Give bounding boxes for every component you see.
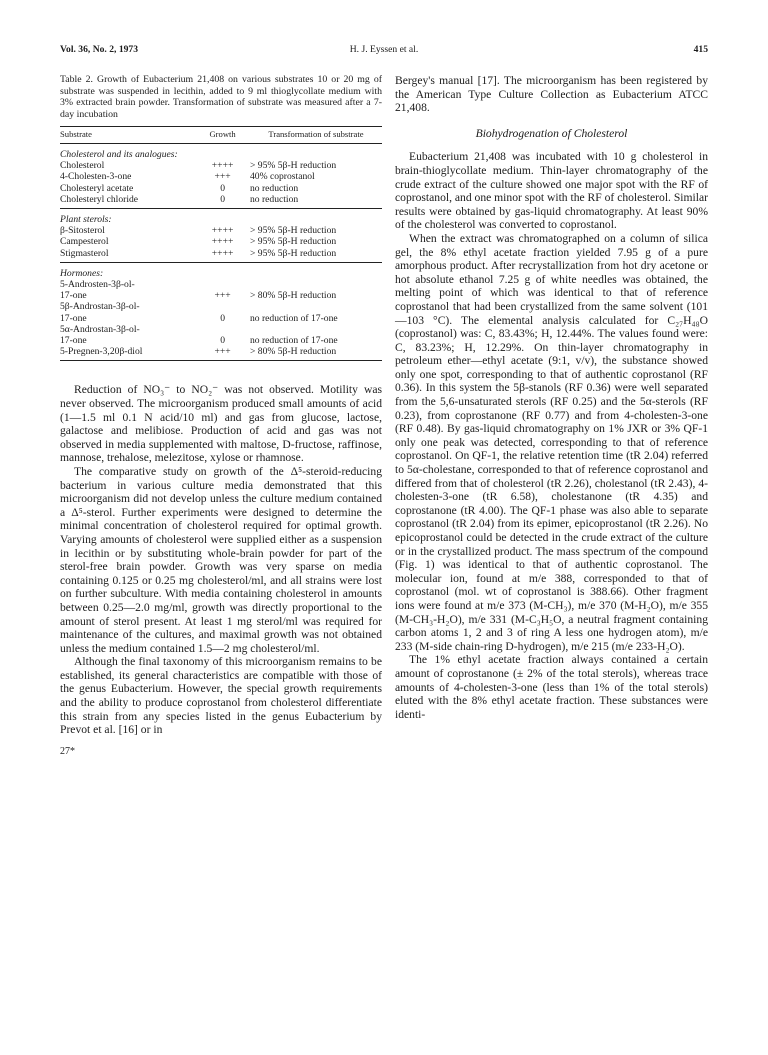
table-cell-transformation: no reduction <box>249 193 299 205</box>
right-paragraph-1: Eubacterium 21,408 was incubated with 10 g cholesterol in brain-thioglycollate medium. Thin-layer chromatography of the crude extract of the culture showed one major spot with the RF of coprostanol, and one minor spot with the RF of cholesterol. Similar results were obtained by gas-liquid chromatography. At least 90% of the cholesterol was converted to coprostanol. <box>395 150 708 232</box>
table-row <box>60 236 382 247</box>
table-cell-growth: 0 <box>220 182 225 194</box>
table-cell-substrate: Stigmasterol <box>60 247 109 259</box>
table-cell-substrate: Cholesteryl acetate <box>60 182 134 194</box>
table-row <box>60 279 382 290</box>
table-cell-growth: 0 <box>220 193 225 205</box>
table-cell-growth: 0 <box>220 312 225 324</box>
running-header-volume: Vol. 36, No. 2, 1973 <box>60 44 139 55</box>
table-cell-growth <box>195 324 250 335</box>
table-group-title: Plant sterols: <box>60 213 112 225</box>
col-header-growth: Growth <box>209 129 236 140</box>
table-row <box>60 248 382 263</box>
table-cell-growth: +++ <box>214 346 231 358</box>
table-cell-substrate: Cholesteryl chloride <box>60 193 139 205</box>
table-cell-substrate: 17-one <box>60 335 87 347</box>
table-row <box>60 313 382 324</box>
table-cell-substrate: 5β-Androstan-3β-ol- <box>60 301 140 313</box>
left-column <box>60 74 382 758</box>
table-cell-growth: +++ <box>214 171 231 183</box>
table-cell-substrate: 4-Cholesten-3-one <box>60 171 132 183</box>
right-paragraph-2: When the extract was chromatographed on a column of silica gel, the 8% ethyl acetate fraction yielded 7.95 g of a pure amorphous product. After recrystallization from hot dry acetone or hot absolute ethanol 7.25 g of white needles was obtained, the melting point of which was identical to that of reference coprostanol that had been crystallized from the same solvent (101—103 °C). The elemental analysis calculated for C₂₇H₄₈O (coprostanol) was: C, 83.43%; H, 12.44%. The values found were: C, 83.23%; H, 12.29%. On thin-layer chromatography in petroleum ether—ethyl acetate (9:1, v/v), the substance showed only one spot, corresponding to that of authentic coprostanol (RF 0.36). In this system the 5β-stanols (RF 0.36) were well separated from the 5,6-unsaturated sterols (RF 0.25) and the 5α-sterols (RF 0.23), from coprostanone (RF 0.77) and from 4-cholesten-3-one (RF 0.48). By gas-liquid chromatography on 1% JXR or 3% QF-1 only one peak was detected, corresponding to that of reference coprostanol. On QF-1, the relative retention time (tR 2.04) referred to 5α-cholestane, corresponded to that of reference coprostanol and differed from that of cholesterol (tR 2.26), cholestanol (tR 2.43), 4-cholesten-3-one (tR 6.58), cholestanone (tR 4.35) and coprostanone (tR 4.00). The QF-1 phase was also able to separate coprostanol (tR 2.04) from its epimer, epicoprostanol (tR 2.26). No epicoprostanol could be detected in the crude extract of the culture or in the crystallized product. The mass spectrum of the compound (Fig. 1) was identical to that of authentic coprostanol. The molecular ion, found at m/e 388, corresponded to that of coprostanol (mol. wt of coprostanol is 388.66). Other fragment ions were found at m/e 373 (M-CH₃), m/e 370 (M-H₂O), m/e 355 (M-CH₃-H₂O), m/e 331 (M-C₃H₅O, a neutral fragment containing carbon atoms 1, 2 and 3 of ring A less one hydrogen atom), m/e 233 (M-side chain-ring D-hydrogen), m/e 215 (m/e 233-H₂O). <box>395 231 708 653</box>
table-row <box>60 160 382 171</box>
table-cell-substrate: 17-one <box>60 290 87 302</box>
page-number: 415 <box>693 44 708 55</box>
table-row <box>60 335 382 346</box>
table-cell-transformation: > 80% 5β-H reduction <box>249 346 337 358</box>
section-heading: Biohydrogenation of Cholesterol <box>475 126 628 140</box>
table-cell-growth <box>195 301 250 312</box>
table-cell-transformation: > 95% 5β-H reduction <box>249 247 337 259</box>
table-cell-substrate: 5-Pregnen-3,20β-diol <box>60 346 143 358</box>
table-row <box>60 324 382 335</box>
table-group-title: Hormones: <box>60 267 104 279</box>
table-cell-transformation: no reduction <box>249 182 299 194</box>
right-paragraph-3: The 1% ethyl acetate fraction always contained a certain amount of coprostanone (± 2% of the total sterols), whereas trace amounts of 4-cholesten-3-one (less than 1% of the total sterols) eluted with the 8% ethyl acetate fraction. These substances were identi- <box>395 653 708 721</box>
table-cell-transformation: > 95% 5β-H reduction <box>249 160 337 172</box>
col-header-transformation: Transformation of substrate <box>268 129 364 140</box>
table-cell-transformation <box>250 324 382 335</box>
table-cell-substrate: 5α-Androstan-3β-ol- <box>60 323 140 335</box>
table-cell-growth: ++++ <box>211 225 234 237</box>
table-cell-transformation: > 95% 5β-H reduction <box>249 236 337 248</box>
table-cell-substrate: β-Sitosterol <box>60 225 105 237</box>
table-group-title: Cholesterol and its analogues: <box>60 148 178 160</box>
left-paragraph-3: Although the final taxonomy of this microorganism remains to be established, its general characteristics are compatible with those of the genus Eubacterium. However, the special growth requirements and the ability to produce coprostanol from cholesterol differentiate this strain from any species listed in the genus Eubacterium by Prevot et al. [16] or in <box>60 655 382 737</box>
table-row <box>60 171 382 182</box>
table-cell-transformation: > 80% 5β-H reduction <box>249 290 337 302</box>
table-body <box>60 143 382 360</box>
table-cell-substrate: 5-Androsten-3β-ol- <box>60 279 135 290</box>
table-cell-growth: ++++ <box>211 247 234 259</box>
table-cell-transformation: no reduction of 17-one <box>249 312 338 324</box>
table-cell-transformation: 40% coprostanol <box>249 171 315 183</box>
table-cell-substrate: Cholesterol <box>60 160 105 172</box>
table-cell-substrate: 17-one <box>60 312 87 324</box>
table-header-row <box>60 127 382 144</box>
table-cell-substrate: Campesterol <box>60 236 109 248</box>
table-group-row <box>60 143 382 160</box>
table-row <box>60 346 382 361</box>
table-row <box>60 225 382 236</box>
table-group-row <box>60 262 382 279</box>
table-cell-growth <box>195 279 250 290</box>
table-row <box>60 301 382 312</box>
table-cell-transformation <box>250 279 382 290</box>
running-header-authors: H. J. Eyssen et al. <box>349 44 419 55</box>
table-cell-transformation <box>250 301 382 312</box>
table-row <box>60 194 382 209</box>
table-cell-transformation: > 95% 5β-H reduction <box>249 225 337 237</box>
left-paragraph-2: The comparative study on growth of the Δ⁵-steroid-reducing bacterium in various culture media demonstrated that this microorganism did not develop unless the culture medium contained a Δ⁵-sterol. Further experiments were designed to determine the minimal concentration of cholesterol required for optimal growth. Varying amounts of cholesterol were supplied either as a suspension in lecithin or by substituting whole-brain powder for part of the sterol-free brain powder. Growth was very sparse on media containing 0.125 or 0.25 mg cholesterol/ml, and all strains were lost on further subculture. With media containing cholesterol in amounts between 0.25—2.0 mg/ml, growth was directly proportional to the amount of sterol present. At least 1 mg sterol/ml was required for maintenance of the cultures, and maximal growth was not obtained unless the medium contained 1.5—2 mg cholesterol/ml. <box>60 464 382 655</box>
right-column <box>395 74 708 721</box>
table-cell-growth: ++++ <box>211 160 234 172</box>
table-group-row <box>60 208 382 225</box>
right-intro-paragraph: Bergey's manual [17]. The microorganism has been registered by the American Type Culture Collection as Eubacterium ATCC 21,408. <box>395 74 708 115</box>
table-cell-growth: 0 <box>220 335 225 347</box>
growth-table <box>60 126 382 361</box>
table-caption: Table 2. Growth of Eubacterium 21,408 on various substrates 10 or 20 mg of substrate was suspended in lecithin, added to 9 ml thioglycollate medium with 3% extracted brain powder. Transformation of substrate was measured after a 7-day incubation <box>60 74 382 120</box>
left-paragraph-1: Reduction of NO₃⁻ to NO₂⁻ was not observed. Motility was never observed. The microorganism produced small amounts of acid (1—1.5 ml 0.1 N acid/10 ml) and gas from glucose, lactose, galactose and melibiose. Production of acid and gas was not observed in media supplemented with maltose, D-fructose, raffinose, mannose, trehalose, melezitose, xylose or rhamnose. <box>60 383 382 465</box>
table-cell-transformation: no reduction of 17-one <box>249 335 338 347</box>
table-cell-growth: +++ <box>214 290 231 302</box>
table-row <box>60 290 382 301</box>
table-cell-growth: ++++ <box>211 236 234 248</box>
col-header-substrate: Substrate <box>60 129 92 140</box>
table-row <box>60 183 382 194</box>
signature-mark: 27* <box>60 745 75 757</box>
